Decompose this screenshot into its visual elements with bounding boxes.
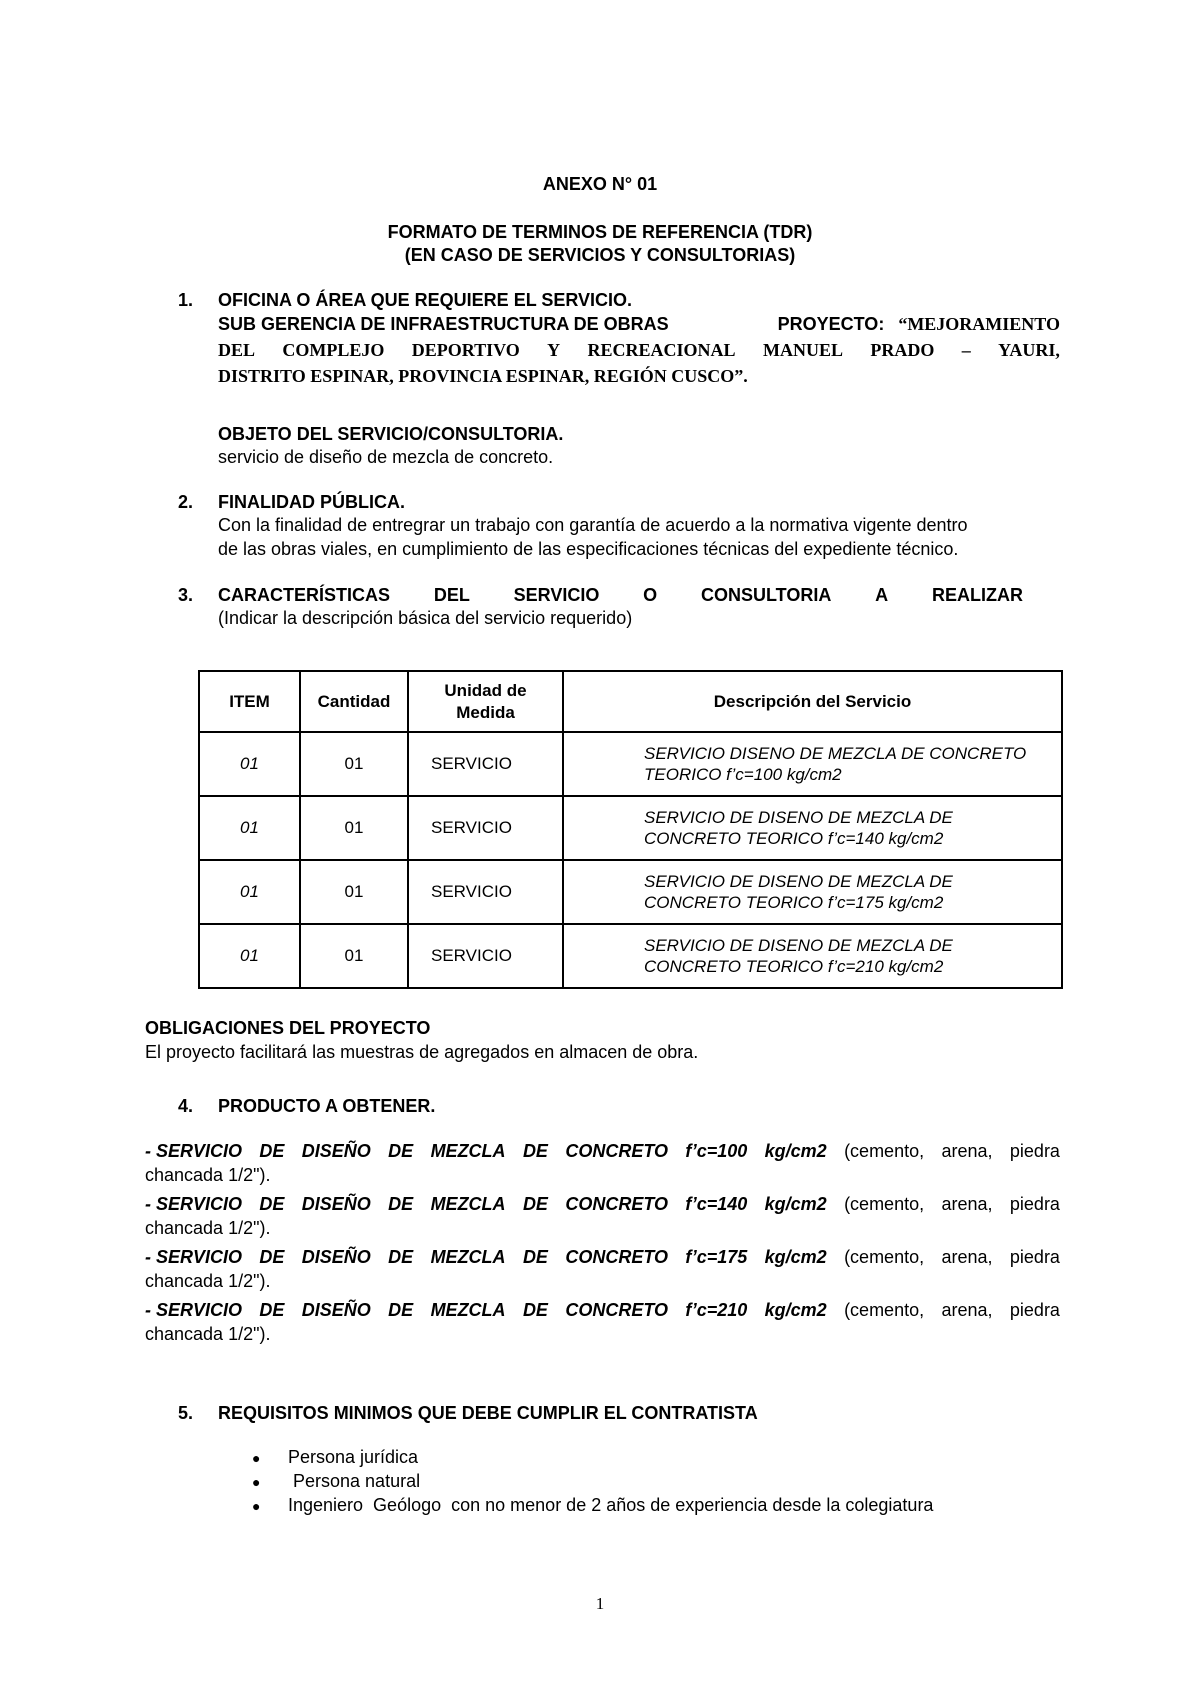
word: arena, bbox=[941, 1141, 993, 1161]
word: kg/cm2 bbox=[764, 1141, 827, 1161]
object-title: OBJETO DEL SERVICIO/CONSULTORIA. bbox=[218, 424, 564, 444]
obligaciones-text: El proyecto facilitará las muestras de agregados en almacen de obra. bbox=[145, 1042, 699, 1062]
word: DISEÑO bbox=[301, 1247, 371, 1267]
word: A bbox=[875, 585, 889, 605]
word: (cemento, bbox=[844, 1194, 925, 1214]
cell-cantidad: 01 bbox=[300, 732, 408, 796]
table-row bbox=[199, 924, 1062, 988]
section-2-title: FINALIDAD PÚBLICA. bbox=[218, 492, 405, 512]
word: REALIZAR bbox=[931, 585, 1023, 605]
requirement-item: Ingeniero Geólogo con no menor de 2 años de experiencia desde la colegiatura bbox=[288, 1495, 934, 1515]
product-item bbox=[145, 1141, 1060, 1162]
cell-unidad: SERVICIO bbox=[408, 924, 563, 988]
word: - SERVICIO bbox=[145, 1194, 243, 1214]
object-text: servicio de diseño de mezcla de concreto. bbox=[218, 447, 554, 467]
product-item bbox=[145, 1194, 1060, 1215]
cell-unidad: SERVICIO bbox=[408, 796, 563, 860]
services-table bbox=[198, 670, 1063, 989]
bullet-icon: ● bbox=[252, 1498, 261, 1514]
word: f’c=100 bbox=[685, 1141, 748, 1161]
cell-descripcion bbox=[563, 924, 1062, 988]
word: - SERVICIO bbox=[145, 1247, 243, 1267]
desc-line-2: CONCRETO TEORICO f’c=140 kg/cm2 bbox=[644, 829, 944, 848]
word: CONCRETO bbox=[565, 1300, 669, 1320]
desc-line-1: SERVICIO DE DISENO DE MEZCLA DE bbox=[644, 872, 953, 891]
word: piedra bbox=[1009, 1194, 1060, 1214]
project-line-3: DISTRITO ESPINAR, PROVINCIA ESPINAR, REGIÓN CUSCO”. bbox=[218, 366, 748, 386]
header-item: ITEM bbox=[199, 671, 300, 732]
word: piedra bbox=[1009, 1141, 1060, 1161]
project-line-1-c: “MEJORAMIENTO bbox=[898, 314, 1060, 334]
word: f’c=140 bbox=[685, 1194, 748, 1214]
word: DE bbox=[388, 1247, 414, 1267]
section-3-hint: (Indicar la descripción básica del servicio requerido) bbox=[218, 608, 633, 628]
desc-line-2: CONCRETO TEORICO f’c=175 kg/cm2 bbox=[644, 893, 944, 912]
word: arena, bbox=[941, 1247, 993, 1267]
word: MEZCLA bbox=[430, 1247, 506, 1267]
page-number: 1 bbox=[595, 1594, 605, 1613]
word: (cemento, bbox=[844, 1247, 925, 1267]
word: (cemento, bbox=[844, 1141, 925, 1161]
cell-unidad: SERVICIO bbox=[408, 860, 563, 924]
format-title: FORMATO DE TERMINOS DE REFERENCIA (TDR) bbox=[387, 222, 813, 242]
table-row bbox=[199, 796, 1062, 860]
annex-title: ANEXO N° 01 bbox=[542, 174, 658, 194]
product-item-cont: chancada 1/2"). bbox=[145, 1165, 271, 1185]
cell-descripcion bbox=[563, 796, 1062, 860]
project-line-1-b: PROYECTO: bbox=[777, 314, 885, 334]
section-3-number: 3. bbox=[178, 585, 194, 605]
table-header-row bbox=[199, 671, 1062, 732]
word: DISEÑO bbox=[301, 1300, 371, 1320]
word: – bbox=[961, 340, 971, 360]
table-row bbox=[199, 732, 1062, 796]
word: CONCRETO bbox=[565, 1194, 669, 1214]
desc-line-1: SERVICIO DE DISENO DE MEZCLA DE bbox=[644, 808, 953, 827]
obligaciones-title: OBLIGACIONES DEL PROYECTO bbox=[145, 1018, 431, 1038]
word: RECREACIONAL bbox=[587, 340, 736, 360]
word: DISEÑO bbox=[301, 1194, 371, 1214]
word: DISEÑO bbox=[301, 1141, 371, 1161]
cell-item: 01 bbox=[199, 860, 300, 924]
product-item bbox=[145, 1300, 1060, 1321]
word: kg/cm2 bbox=[764, 1247, 827, 1267]
word: CONCRETO bbox=[565, 1247, 669, 1267]
word: DE bbox=[259, 1194, 285, 1214]
word: CONCRETO bbox=[565, 1141, 669, 1161]
word: CONSULTORIA bbox=[700, 585, 832, 605]
project-line-2 bbox=[218, 340, 1060, 361]
word: SERVICIO bbox=[513, 585, 600, 605]
header-unidad bbox=[408, 671, 563, 732]
word: CARACTERÍSTICAS bbox=[218, 585, 391, 605]
word: O bbox=[643, 585, 658, 605]
section-2-line-1: Con la finalidad de entregrar un trabajo con garantía de acuerdo a la normativa vigente dentro bbox=[218, 515, 968, 535]
word: MEZCLA bbox=[430, 1300, 506, 1320]
word: DEL bbox=[218, 340, 256, 360]
word: (cemento, bbox=[844, 1300, 925, 1320]
word: arena, bbox=[941, 1300, 993, 1320]
section-1-number: 1. bbox=[178, 290, 194, 310]
cell-item: 01 bbox=[199, 732, 300, 796]
word: PRADO bbox=[870, 340, 935, 360]
word: DE bbox=[522, 1247, 548, 1267]
section-2-line-2: de las obras viales, en cumplimiento de las especificaciones técnicas del expediente técnico. bbox=[218, 539, 959, 559]
desc-line-1: SERVICIO DISENO DE MEZCLA DE CONCRETO bbox=[644, 744, 1027, 763]
header-unidad-line-2: Medida bbox=[456, 702, 515, 722]
table-row bbox=[199, 860, 1062, 924]
section-4-number: 4. bbox=[178, 1096, 194, 1116]
cell-descripcion bbox=[563, 860, 1062, 924]
bullet-icon: ● bbox=[252, 1474, 261, 1490]
header-cantidad: Cantidad bbox=[300, 671, 408, 732]
word: DE bbox=[259, 1141, 285, 1161]
format-subtitle: (EN CASO DE SERVICIOS Y CONSULTORIAS) bbox=[404, 245, 796, 265]
desc-line-2: CONCRETO TEORICO f’c=210 kg/cm2 bbox=[644, 957, 944, 976]
word: - SERVICIO bbox=[145, 1141, 243, 1161]
requirement-item: Persona natural bbox=[288, 1471, 421, 1491]
word: DE bbox=[259, 1300, 285, 1320]
cell-cantidad: 01 bbox=[300, 860, 408, 924]
word: kg/cm2 bbox=[764, 1300, 827, 1320]
word: f’c=175 bbox=[685, 1247, 748, 1267]
word: DE bbox=[388, 1194, 414, 1214]
word: MANUEL bbox=[762, 340, 843, 360]
section-4-title: PRODUCTO A OBTENER. bbox=[218, 1096, 436, 1116]
product-item-cont: chancada 1/2"). bbox=[145, 1324, 271, 1344]
requirement-item: Persona jurídica bbox=[288, 1447, 419, 1467]
word: arena, bbox=[941, 1194, 993, 1214]
section-3-title bbox=[218, 585, 1023, 606]
bullet-icon: ● bbox=[252, 1450, 261, 1466]
cell-item: 01 bbox=[199, 796, 300, 860]
word: kg/cm2 bbox=[764, 1194, 827, 1214]
product-item-cont: chancada 1/2"). bbox=[145, 1271, 271, 1291]
word: piedra bbox=[1009, 1247, 1060, 1267]
product-item bbox=[145, 1247, 1060, 1268]
header-descripcion: Descripción del Servicio bbox=[563, 671, 1062, 732]
word: COMPLEJO bbox=[282, 340, 385, 360]
word: DE bbox=[522, 1141, 548, 1161]
section-1-title: OFICINA O ÁREA QUE REQUIERE EL SERVICIO. bbox=[218, 290, 633, 310]
word: MEZCLA bbox=[430, 1141, 506, 1161]
section-2-number: 2. bbox=[178, 492, 194, 512]
section-5-number: 5. bbox=[178, 1403, 194, 1423]
word: DE bbox=[388, 1300, 414, 1320]
cell-cantidad: 01 bbox=[300, 924, 408, 988]
word: MEZCLA bbox=[430, 1194, 506, 1214]
project-line-1 bbox=[218, 314, 1060, 335]
desc-line-1: SERVICIO DE DISENO DE MEZCLA DE bbox=[644, 936, 953, 955]
word: DE bbox=[259, 1247, 285, 1267]
cell-unidad: SERVICIO bbox=[408, 732, 563, 796]
project-line-1-a: SUB GERENCIA DE INFRAESTRUCTURA DE OBRAS bbox=[218, 314, 669, 334]
word: YAURI, bbox=[998, 340, 1060, 360]
word: piedra bbox=[1009, 1300, 1060, 1320]
cell-item: 01 bbox=[199, 924, 300, 988]
product-item-cont: chancada 1/2"). bbox=[145, 1218, 271, 1238]
word: - SERVICIO bbox=[145, 1300, 243, 1320]
cell-cantidad: 01 bbox=[300, 796, 408, 860]
word: DE bbox=[522, 1194, 548, 1214]
word: DE bbox=[522, 1300, 548, 1320]
word: Y bbox=[547, 340, 561, 360]
word: DE bbox=[388, 1141, 414, 1161]
word: f’c=210 bbox=[685, 1300, 748, 1320]
cell-descripcion bbox=[563, 732, 1062, 796]
section-5-title: REQUISITOS MINIMOS QUE DEBE CUMPLIR EL CONTRATISTA bbox=[218, 1403, 758, 1423]
word: DEL bbox=[433, 585, 470, 605]
desc-line-2: TEORICO f’c=100 kg/cm2 bbox=[644, 765, 842, 784]
word: DEPORTIVO bbox=[411, 340, 520, 360]
header-unidad-line-1: Unidad de bbox=[444, 680, 527, 700]
